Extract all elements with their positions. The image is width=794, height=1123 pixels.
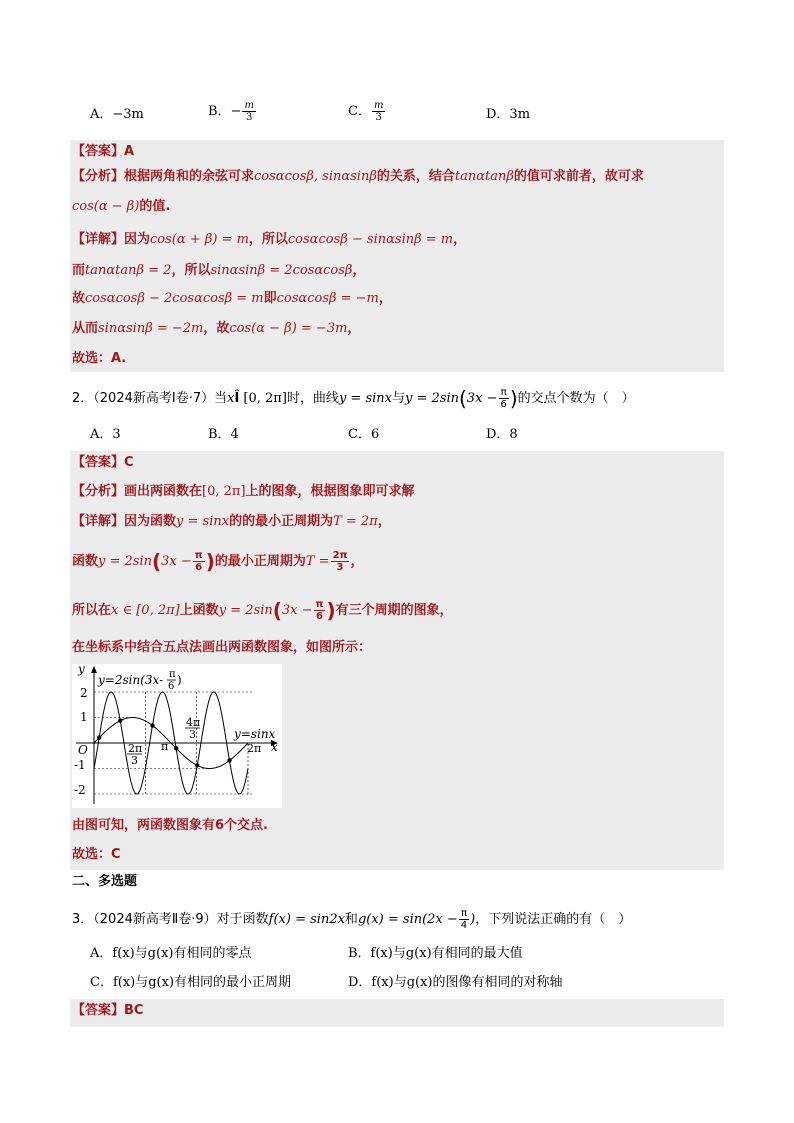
curve-2sin-label-close: ) [177,673,182,687]
x-axis-label: x [271,740,278,754]
q1-detail-line-4: 从而sinαsinβ = −2m，故cos(α − β) = −3m， [72,321,361,336]
q1-option-a: A．−3m [90,107,144,122]
x-tick-4pi-3-num: 4π [186,716,201,729]
x-tick-2pi-3-den: 3 [131,754,138,767]
origin-label: O [78,743,88,757]
intersection-point-2 [118,718,122,722]
intersection-point-1 [97,735,101,739]
y-tick-1: 1 [80,710,88,724]
q2-option-a: A．3 [90,427,121,442]
q2-detail-line-2: 函数y = 2sin(3x − $\frac{\pi}{6}$ )的最小正周期为T = $\frac{2\pi}{3}$ ， [72,549,364,574]
function-graph [72,664,282,808]
q1-analysis: 【分析】根据两角和的余弦可求cosαcosβ, sinαsinβ的关系，结合tanαtanβ的值可求前者，故可求 [72,169,644,184]
intersection-point-3 [150,723,154,727]
q1-option-d: D．3m [486,107,531,122]
curve-sin-label: y=sinx [234,727,276,741]
q2-conclusion: 由图可知，两函数图象有6个交点. [72,818,268,833]
q2-stem: 2．（2024新高考Ⅰ卷·7）当xÎ [0, 2π]时，曲线y = sinx与y = 2sin(3x − $\frac{\pi}{6}$ )的交点个数为（ ） [72,386,635,411]
intersection-point-6 [227,758,231,762]
y-tick-2: 2 [80,686,88,700]
q3-option-b: B．f(x)与g(x)有相同的最大值 [348,946,523,961]
q1-analysis-cont: cos(α − β)的值. [72,199,171,214]
q1-option-c: C． $\frac{m}{3}$ [348,100,384,123]
q1-detail-line-2: 而tanαtanβ = 2，所以sinαsinβ = 2cosαcosβ， [72,263,366,278]
q2-detail-line-3: 所以在x ∈ [0, 2π]上函数y = 2sin(3x − $\frac{\pi}{6}$ )有三个周期的图象， [72,598,453,623]
intersection-point-4 [174,746,178,750]
q3-answer: 【答案】BC [72,1003,144,1018]
curve-2sin-label: y=2sin(3x- [98,673,164,687]
section-heading: 二、多选题 [72,874,138,889]
q1-option-b: B．− $\frac{m}{3}$ [208,100,254,123]
q3-option-d: D．f(x)与g(x)的图像有相同的对称轴 [348,975,563,990]
q1-choose: 故选：A. [72,351,127,366]
q3-option-c: C．f(x)与g(x)有相同的最小正周期 [90,975,292,990]
x-tick-4pi-3-den: 3 [189,728,196,741]
y-tick-neg-1: -1 [74,758,86,772]
q3-solution-panel [70,999,724,1027]
q2-option-b: B．4 [208,427,239,442]
q3-option-a: A．f(x)与g(x)有相同的零点 [90,946,252,961]
intersection-point-5 [195,763,199,767]
x-tick-2pi-3-num: 2π [128,742,143,755]
q2-option-c: C．6 [348,427,380,442]
q2-detail-line-4: 在坐标系中结合五点法画出两函数图象，如图所示： [72,640,372,655]
q1-detail-line-3: 故cosαcosβ − 2cosαcosβ = m即cosαcosβ = −m， [72,291,392,306]
y-tick-neg-2: -2 [74,783,86,797]
q1-answer: 【答案】A [72,144,135,159]
q2-detail-line-1: 【详解】因为函数y = sinx的的最小正周期为T = 2π， [72,514,391,529]
q2-analysis: 【分析】画出两函数在[0, 2π]上的图象，根据图象即可求解 [72,484,415,499]
q2-option-d: D．8 [486,427,518,442]
q3-stem: 3．（2024新高考Ⅱ卷·9）对于函数f(x) = sin2x和g(x) = sin(2x − $\frac{\pi}{4}$ )，下列说法正确的有（ ） [72,908,632,931]
q2-answer: 【答案】C [72,455,134,470]
x-tick-pi: π [161,740,169,753]
curve-2sin-label-den: 6 [168,681,175,692]
curve-2sin-label-num: π [169,669,176,680]
y-axis-label: y [78,664,85,676]
q2-choose: 故选：C [72,847,121,862]
q1-detail-line-1: 【详解】因为cos(α + β) = m，所以cosαcosβ − sinαsinβ = m， [72,232,467,247]
x-tick-2pi: 2π [247,742,262,755]
